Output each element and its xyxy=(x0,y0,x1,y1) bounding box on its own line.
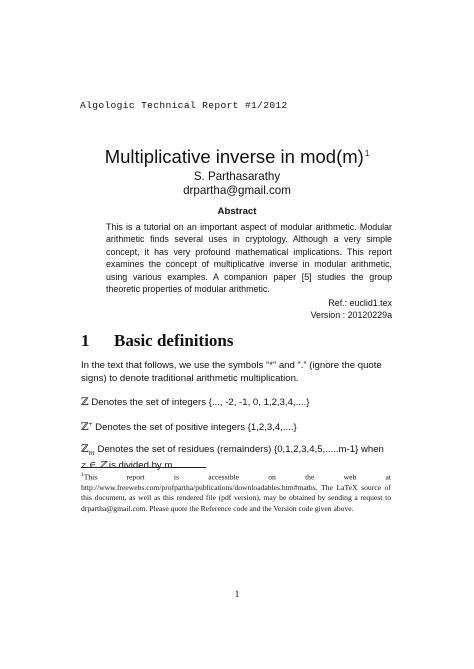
residues-definition: Denotes the set of residues (remainders) {0,1,2,3,4,5,.....m-1} when xyxy=(94,444,384,455)
section-title-text: Basic definitions xyxy=(114,331,234,350)
paper-title xyxy=(0,146,474,168)
integers-symbol: ℤ xyxy=(81,396,89,408)
residues-symbol: ℤ xyxy=(81,443,89,455)
definition-integers xyxy=(81,396,391,410)
page-number: 1 xyxy=(234,589,240,600)
author-block xyxy=(0,170,474,198)
definition-residues xyxy=(81,443,391,473)
author-name: S. Parthasarathy xyxy=(193,170,281,183)
reference-block xyxy=(240,297,392,322)
footnote-text: This report is accessible on the web at http://www.freewebs.com/profpartha/publications/downloadables.htm#maths. The LaTeX source of this document, as well as this rendered file (pdf version), may be obtained by sending a request to drpartha@gmail.com. Please quote the Reference code and the Version code given above. xyxy=(81,472,391,513)
author-email: drpartha@gmail.com xyxy=(183,184,291,197)
version-code: Version : 20120229a xyxy=(310,310,392,321)
footnote xyxy=(81,470,391,514)
section-heading xyxy=(81,331,234,351)
report-header: Algologic Technical Report #1/2012 xyxy=(80,100,288,111)
positive-integers-definition: Denotes the set of positive integers {1,2,3,4,....} xyxy=(92,422,297,434)
ref-code: Ref.: euclid1.tex xyxy=(328,298,392,308)
footnote-rule xyxy=(81,467,206,468)
abstract-body: This is a tutorial on an important aspect of modular arithmetic. Modular arithmetic finds several uses in cryptology. Although a very simple concept, it has very profound mathematical implications. This report examines the concept of multiplicative inverse in modular arithmetic, using various examples. A companion paper [5] studies the group theoretic properties of modular arithmetic. xyxy=(106,222,392,295)
positive-integers-sup: + xyxy=(88,421,93,428)
footnote-mark: 1 xyxy=(81,472,84,478)
residues-math: z ∈ ℤ xyxy=(81,459,107,471)
abstract-heading: Abstract xyxy=(217,206,257,217)
integers-definition: Denotes the set of integers {..., -2, -1, 0, 1,2,3,4,....} xyxy=(88,397,310,408)
definition-positive-integers xyxy=(81,419,391,435)
residues-sub: m xyxy=(88,448,95,457)
title-text: Multiplicative inverse in mod(m) xyxy=(104,146,364,167)
positive-integers-symbol: ℤ xyxy=(81,421,89,434)
intro-paragraph: In the text that follows, we use the symbols “*” and “.” (ignore the quote signs) to denote traditional arithmetic multiplication. xyxy=(81,360,382,384)
title-footnote-mark: 1 xyxy=(364,148,370,158)
section-number: 1 xyxy=(81,331,90,350)
residues-tail: is divided by m. xyxy=(106,459,176,471)
